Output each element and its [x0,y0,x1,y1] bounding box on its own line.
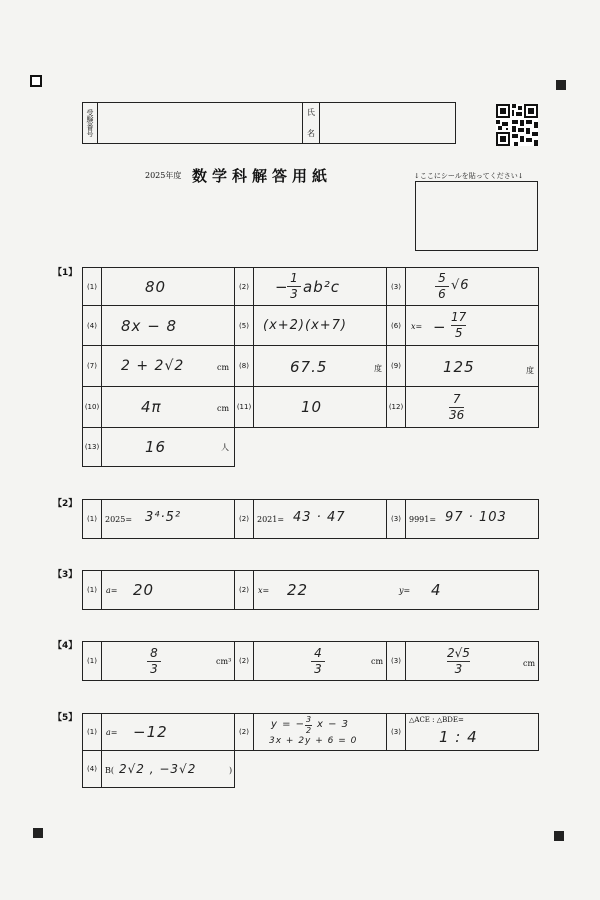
s4-q1-fraction [147,647,161,676]
s1-q2-number: (2) [235,268,254,305]
s3-q2-answer-x: 22 [287,581,309,599]
s1-q3-fraction [435,272,449,301]
s1-q7-unit: cm [217,363,230,372]
s4-q2-cell[interactable] [234,641,387,681]
s1-q3-suffix: √6 [451,278,470,293]
s4-q3-fraction [447,647,470,676]
s1-q13-cell[interactable] [82,427,235,467]
s5-q2-line2: 3x + 2y + 6 = 0 [269,736,358,746]
s5-q4-answer: 2√2 , −3√2 [119,762,197,776]
s4-q2-frac-den: 3 [314,662,322,676]
qr-code-icon [496,104,538,146]
exam-number-field[interactable] [97,103,302,143]
s2-q1-number: (1) [83,500,102,538]
s1-q8-cell[interactable] [234,345,387,387]
s1-q6-cell[interactable] [386,305,539,346]
s1-q9-answer: 125 [443,358,475,376]
s1-q3-frac-num: 5 [438,271,446,285]
s1-q11-cell[interactable] [234,386,387,428]
s1-q12-cell[interactable] [386,386,539,428]
s4-q1-cell[interactable] [82,641,235,681]
registration-mark-top-right [556,80,566,90]
s1-q1-number: (1) [83,268,102,305]
s2-q3-cell[interactable] [386,499,539,539]
s5-q3-label: △ACE : △BDE= [409,716,464,724]
s1-q7-cell[interactable] [82,345,235,387]
s3-q1-answer: 20 [133,581,155,599]
name-label-1: 氏 [307,108,315,117]
s3-q2-label-y: y= [399,586,411,595]
s3-q2-answer-y: 4 [431,581,442,599]
page-title: 数学科解答用紙 [192,167,333,185]
s1-q11-answer: 10 [301,398,323,416]
s3-q1-number: (1) [83,571,102,609]
s1-q2-suffix: ab²c [303,278,340,296]
s2-q2-cell[interactable] [234,499,387,539]
s4-q1-unit: cm³ [216,657,232,666]
exam-number-label: 受験番号 [83,103,98,143]
s3-q1-cell[interactable] [82,570,235,610]
s4-q2-fraction [311,647,325,676]
s2-q3-label: 9991= [409,515,437,524]
s5-q2-fraction [305,716,312,735]
s2-q1-cell[interactable] [82,499,235,539]
sticker-note: ↓ここにシールを貼ってください↓ [414,172,524,180]
s5-q2-line1-suffix: x − 3 [317,719,350,730]
s5-q3-cell[interactable] [386,713,539,751]
s1-q2-cell[interactable] [234,267,387,306]
s1-q10-answer: 4π [141,398,162,416]
s1-q12-frac-num: 7 [452,392,461,406]
s4-q1-frac-num: 8 [150,646,158,660]
s1-q10-cell[interactable] [82,386,235,428]
s5-q2-frac-num: 3 [305,715,312,724]
s4-q1-frac-den: 3 [150,662,158,676]
s5-q1-cell[interactable] [82,713,235,751]
s5-q4-close: ) [229,766,233,775]
s1-q12-frac-den: 36 [449,408,465,422]
s1-q6-frac-den: 5 [454,326,463,340]
s1-q13-answer: 16 [145,438,167,456]
s5-q1-answer: −12 [133,723,168,741]
s2-q3-number: (3) [387,500,406,538]
s1-q2-prefix: − [275,278,289,296]
s1-q6-frac-num: 17 [451,310,467,324]
s3-q2-number: (2) [235,571,254,609]
s1-q2-fraction [287,272,301,301]
s1-q13-number: (13) [83,428,102,466]
s1-q5-cell[interactable] [234,305,387,346]
section-3-label: 【3】 [53,570,78,580]
section-4-label: 【4】 [53,641,78,651]
s5-q4-number: (4) [83,751,102,787]
s1-q5-answer: (x+2)(x+7) [263,318,348,333]
s1-q6-prefix: − [433,318,447,336]
s1-q9-unit: 度 [526,366,534,375]
s2-q2-number: (2) [235,500,254,538]
s1-q13-unit: 人 [221,443,229,452]
s2-q2-answer: 43 · 47 [293,510,346,525]
s2-q3-answer: 97 · 103 [445,510,507,525]
s1-q10-unit: cm [217,404,230,413]
s1-q8-number: (8) [235,346,254,386]
registration-mark-bottom-right [554,831,564,841]
s1-q7-number: (7) [83,346,102,386]
s1-q8-answer: 67.5 [290,358,328,376]
s5-q1-label: a= [106,728,118,737]
s5-q4-cell[interactable] [82,750,235,788]
s2-q2-label: 2021= [257,515,285,524]
name-field[interactable] [319,103,455,143]
s5-q2-cell[interactable] [234,713,387,751]
sticker-box [415,181,538,251]
s1-q6-label: x= [411,322,423,331]
s4-q3-number: (3) [387,642,406,680]
s4-q3-frac-num: 2√5 [447,646,470,660]
s5-q2-number: (2) [235,714,254,750]
s1-q9-cell[interactable] [386,345,539,387]
s2-q1-label: 2025= [105,515,133,524]
s1-q2-frac-num: 1 [290,271,298,285]
s1-q12-number: (12) [387,387,406,427]
s1-q6-number: (6) [387,306,406,345]
name-label-cell [302,103,320,143]
s1-q10-number: (10) [83,387,102,427]
s3-q1-label: a= [106,586,118,595]
s1-q5-number: (5) [235,306,254,345]
s1-q3-frac-den: 6 [438,287,446,301]
header-box [82,102,456,144]
s5-q3-number: (3) [387,714,406,750]
s4-q3-cell[interactable] [386,641,539,681]
registration-mark-bottom-left [33,828,43,838]
s1-q11-number: (11) [235,387,254,427]
s5-q2-frac-den: 2 [305,726,312,735]
s1-q12-fraction [449,393,464,422]
s1-q8-unit: 度 [374,364,382,373]
s4-q2-unit: cm [371,657,384,666]
section-1-label: 【1】 [53,268,78,278]
s5-q1-number: (1) [83,714,102,750]
s1-q1-cell[interactable] [82,267,235,306]
s5-q2-line1-prefix: y = − [271,719,306,730]
name-label-2: 名 [307,129,315,138]
s1-q9-number: (9) [387,346,406,386]
s1-q3-number: (3) [387,268,406,305]
s2-q1-answer: 3⁴·5² [145,510,182,525]
s4-q2-number: (2) [235,642,254,680]
s1-q4-answer: 8x − 8 [121,317,178,335]
year-label: 2025年度 [145,171,182,180]
s5-q4-label: B( [105,766,114,775]
s4-q1-number: (1) [83,642,102,680]
section-2-label: 【2】 [53,499,78,509]
s4-q3-unit: cm [523,659,536,668]
s1-q2-frac-den: 3 [290,287,298,301]
s1-q1-answer: 80 [145,278,167,296]
s1-q6-fraction [451,311,466,340]
s4-q2-frac-num: 4 [314,646,322,660]
s1-q3-cell[interactable] [386,267,539,306]
s3-q2-cell[interactable] [234,570,539,610]
s1-q4-number: (4) [83,306,102,345]
s1-q4-cell[interactable] [82,305,235,346]
s3-q2-label-x: x= [258,586,270,595]
registration-mark-top-left [30,75,42,87]
s5-q3-answer: 1 : 4 [439,728,478,746]
s1-q7-answer: 2 + 2√2 [121,358,185,374]
section-5-label: 【5】 [53,713,78,723]
s4-q3-frac-den: 3 [454,662,463,676]
